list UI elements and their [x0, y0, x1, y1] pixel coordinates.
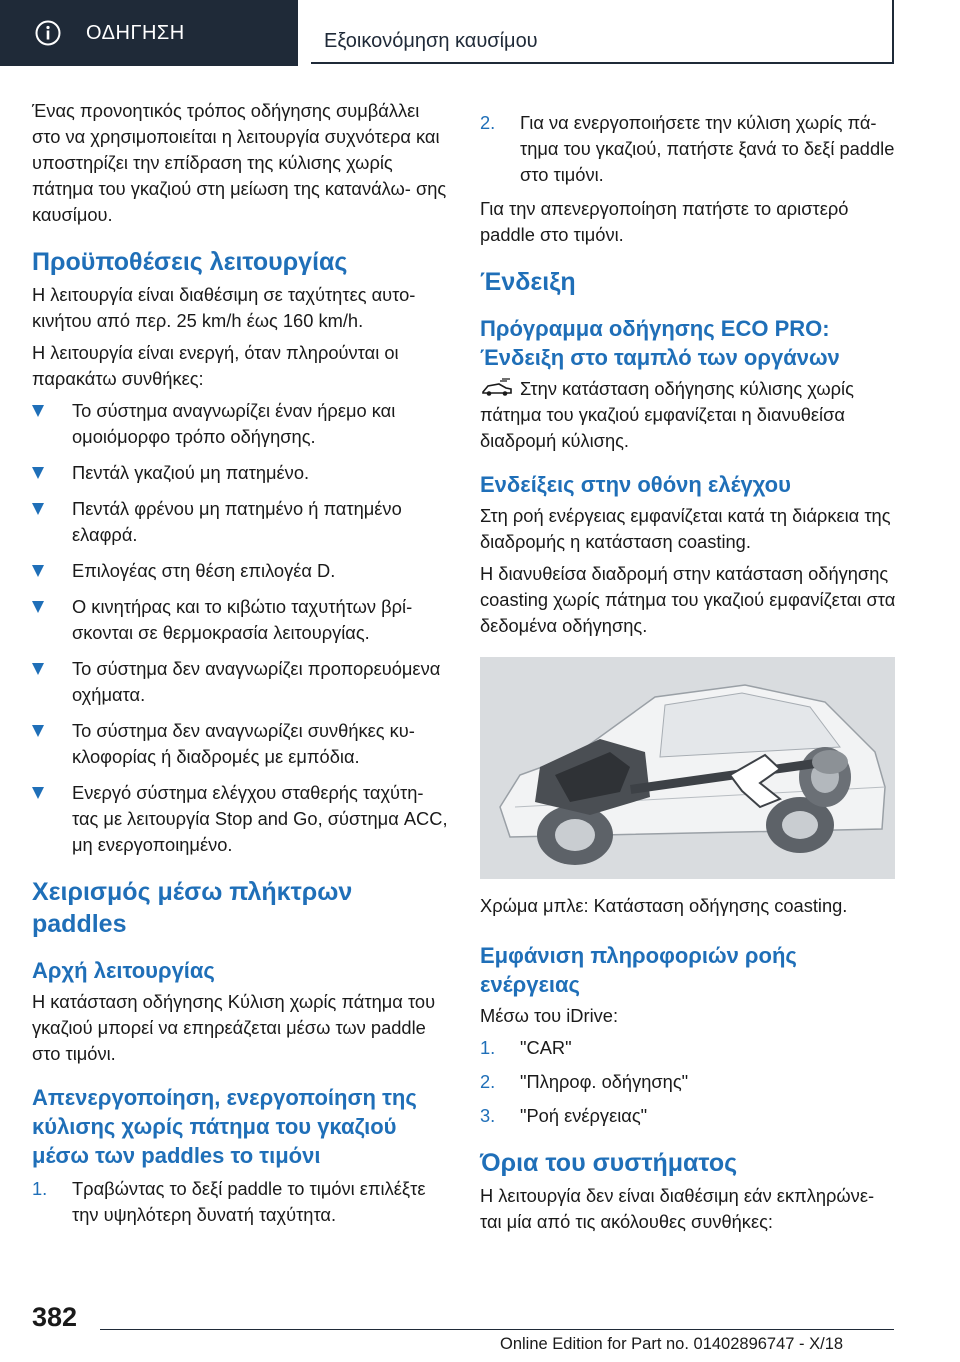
section-tab-label: ΟΔΗΓΗΣΗ — [86, 22, 185, 44]
bullet-triangle-icon — [32, 725, 44, 737]
heading-paddles: Χειρισμός μέσω πλήκτρων paddles — [32, 878, 353, 938]
prereq-paragraph-2: Η λειτουργία είναι ενεργή, όταν πληρούνται οι παρακάτω συνθήκες: — [32, 342, 399, 389]
heading-toggle-coasting: Απενεργοποίηση, ενεργοποίηση της κύλισης χωρίς πάτημα του γκαζιού μέσω των paddles το τιμόνι — [32, 1085, 417, 1168]
deactivate-paragraph: Για την απενεργοποίηση πατήστε το αριστερό paddle στο τιμόνι. — [480, 198, 849, 245]
topic-tab[interactable] — [311, 0, 894, 64]
heading-eco-pro: Πρόγραμμα οδήγησης ECO PRO: Ένδειξη στο ταμπλό των οργάνων — [480, 316, 840, 370]
figure-caption: Χρώμα μπλε: Κατάσταση οδήγησης coasting. — [480, 895, 848, 916]
screen-paragraph-2: Η διανυθείσα διαδρομή στην κατάσταση οδήγησης coasting χωρίς πάτημα του γκαζιού εμφανίζεται στα δεδομένα οδήγησης. — [480, 563, 896, 636]
heading-display: Ένδειξη — [480, 268, 576, 296]
intro-paragraph: Ένας προνοητικός τρόπος οδήγησης συμβάλλει στο να χρησιμοποιείται η λειτουργία συχνότερα και υποστηρίζει την επίδραση της κύλισης χωρίς πάτημα του γκαζιού στη μείωση της κατανάλω- σης καυσίμου. — [32, 100, 447, 225]
page-header — [0, 0, 960, 66]
list-item: Το σύστημα δεν αναγνωρίζει προπορευόμενα οχήματα. — [32, 656, 450, 708]
list-item: Πεντάλ γκαζιού μη πατημένο. — [32, 460, 450, 486]
limits-paragraph: Η λειτουργία δεν είναι διαθέσιμη εάν εκπληρώνε- ται μία από τις ακόλουθες συνθήκες: — [480, 1185, 875, 1232]
list-item: 1. "CAR" — [480, 1037, 572, 1058]
toggle-steps-continued — [480, 110, 898, 188]
car-drivetrain-image — [480, 657, 895, 879]
heading-energy-flow: Εμφάνιση πληροφοριών ροής ενέργειας — [480, 943, 797, 997]
prereq-paragraph-1: Η λειτουργία είναι διαθέσιμη σε ταχύτητες αυτο- κινήτου από περ. 25 km/h έως 160 km/h. — [32, 284, 416, 331]
list-item: 3. "Ροή ενέργειας" — [480, 1105, 648, 1126]
list-item: Ενεργό σύστημα ελέγχου σταθερής ταχύτη- τας με λειτουργία Stop and Go, σύστημα ACC, μη ενεργοποιημένο. — [32, 780, 450, 858]
via-idrive: Μέσω του iDrive: — [480, 1005, 619, 1026]
list-item: 2. Για να ενεργοποιήσετε την κύλιση χωρίς πά- τημα του γκαζιού, πατήστε ξανά το δεξί paddle στο τιμόνι. — [480, 112, 895, 185]
heading-prerequisites: Προϋποθέσεις λειτουργίας — [32, 248, 348, 276]
eco-paragraph: Στην κατάσταση οδήγησης κύλισης χωρίς πάτημα του γκαζιού εμφανίζεται η διανυθείσα διαδρομή κύλισης. — [480, 378, 854, 451]
heading-system-limits: Όρια του συστήματος — [480, 1149, 738, 1177]
coasting-car-illustration — [480, 657, 895, 879]
list-item: 1. Τραβώντας το δεξί paddle το τιμόνι επιλέξτε την υψηλότερη δυνατή ταχύτητα. — [32, 1178, 426, 1225]
left-column — [32, 98, 450, 1236]
info-icon — [35, 20, 61, 46]
bullet-triangle-icon — [32, 405, 44, 417]
bullet-triangle-icon — [32, 663, 44, 675]
bullet-triangle-icon — [32, 467, 44, 479]
principle-paragraph: Η κατάσταση οδήγησης Κύλιση χωρίς πάτημα του γκαζιού μπορεί να επηρεάζεται μέσω των paddle στο τιμόνι. — [32, 991, 436, 1064]
page-number: 382 — [32, 1302, 78, 1332]
edition-footer: Online Edition for Part no. 01402896747 - X/18 — [500, 1335, 844, 1353]
conditions-list — [32, 398, 450, 858]
idrive-menu-steps — [480, 1035, 898, 1129]
list-item: Το σύστημα δεν αναγνωρίζει συνθήκες κυ- κλοφορίας ή διαδρομές με εμπόδια. — [32, 718, 450, 770]
bullet-triangle-icon — [32, 565, 44, 577]
list-item: Το σύστημα αναγνωρίζει έναν ήρεμο και ομοιόμορφο τρόπο οδήγησης. — [32, 398, 450, 450]
list-item: Πεντάλ φρένου μη πατημένο ή πατημένο ελαφρά. — [32, 496, 450, 548]
footer-divider — [100, 1329, 894, 1330]
toggle-steps — [32, 1176, 450, 1228]
right-column — [480, 98, 898, 1241]
heading-control-display: Ενδείξεις στην οθόνη ελέγχου — [480, 472, 791, 497]
section-tab[interactable] — [0, 0, 298, 66]
list-item: Επιλογέας στη θέση επιλογέα D. — [32, 558, 450, 584]
screen-paragraph-1: Στη ροή ενέργειας εμφανίζεται κατά τη διάρκεια της διαδρομής η κατάσταση coasting. — [480, 505, 891, 552]
coasting-car-icon — [480, 378, 514, 398]
topic-tab-label: Εξοικονόμηση καυσίμου — [324, 30, 538, 52]
list-item: Ο κινητήρας και το κιβώτιο ταχυτήτων βρί- σκονται σε θερμοκρασία λειτουργίας. — [32, 594, 450, 646]
list-item: 2. "Πληροφ. οδήγησης" — [480, 1071, 689, 1092]
bullet-triangle-icon — [32, 503, 44, 515]
bullet-triangle-icon — [32, 787, 44, 799]
bullet-triangle-icon — [32, 601, 44, 613]
heading-principle: Αρχή λειτουργίας — [32, 958, 215, 983]
